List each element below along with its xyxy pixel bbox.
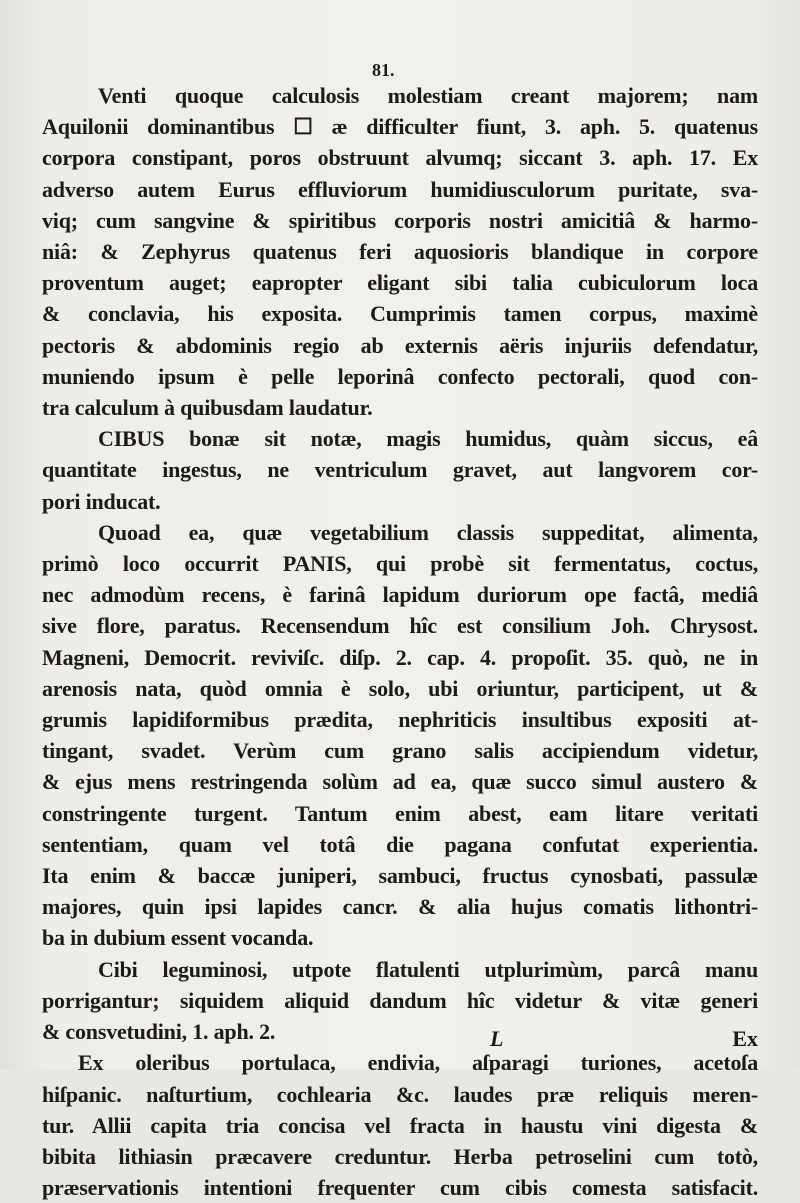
text-line: viq; cum sangvine & spiritibus corporis nostri amicitiâ & harmo- bbox=[42, 207, 758, 233]
text-line: Aquilonii dominantibus ☐ æ difficulter fiunt, 3. aph. 5. quatenus bbox=[42, 114, 758, 140]
text-line: constringente turgent. Tantum enim abest, eam litare veritati bbox=[42, 800, 758, 826]
text-line: sive flore, paratus. Recensendum hîc est consilium Joh. Chrysost. bbox=[42, 613, 758, 639]
text-line: CIBUS bonæ sit notæ, magis humidus, quàm siccus, eâ bbox=[98, 426, 758, 452]
text-line: muniendo ipsum è pelle leporinâ confecto pectorali, quod con- bbox=[42, 363, 758, 389]
text-line: nec admodùm recens, è farinâ lapidum duriorum ope factâ, mediâ bbox=[42, 582, 758, 608]
text-line: primò loco occurrit PANIS, qui probè sit fermentatus, coctus, bbox=[42, 551, 758, 577]
text-line: præservationis intentioni frequenter cum cibis comesta satisfacit. bbox=[42, 1175, 758, 1201]
text-line: & conclavia, his exposita. Cumprimis tamen corpus, maximè bbox=[42, 301, 758, 327]
text-line: & ejus mens restringenda solùm ad ea, quæ succo simul austero & bbox=[42, 769, 758, 795]
text-line: hiſpanic. naſturtium, cochlearia &c. laudes præ reliquis meren- bbox=[42, 1081, 758, 1107]
text-line: niâ: & Zephyrus quatenus feri aquosioris blandique in corpore bbox=[42, 239, 758, 265]
text-line: majores, quin ipsi lapides cancr. & alia hujus comatis lithontri- bbox=[42, 894, 758, 920]
text-line: Venti quoque calculosis molestiam creant majorem; nam bbox=[98, 83, 758, 108]
text-line: proventum auget; eapropter eligant sibi talia cubiculorum loca bbox=[42, 270, 758, 296]
text-line: adverso autem Eurus effluviorum humidiusculorum puritate, sva- bbox=[42, 176, 758, 202]
text-line: porrigantur; siquidem aliquid dandum hîc videtur & vitæ generi bbox=[42, 987, 758, 1013]
text-line: tingant, svadet. Verùm cum grano salis accipiendum videtur, bbox=[42, 738, 758, 764]
text-line: tur. Allii capita tria concisa vel fracta in haustu vini digesta & bbox=[42, 1112, 758, 1138]
text-line: corpora constipant, poros obstruunt alvumq; siccant 3. aph. 17. Ex bbox=[42, 145, 758, 171]
text-line: Magneni, Democrit. reviviſc. diſp. 2. cap. 4. propoſit. 35. quò, ne in bbox=[42, 644, 758, 670]
text-line: arenosis nata, quòd omnia è solo, ubi oriuntur, participent, ut & bbox=[42, 675, 758, 701]
text-line: bibita lithiasin præcavere creduntur. Herba petroselini cum totò, bbox=[42, 1143, 758, 1169]
signature-mark: L bbox=[490, 1026, 504, 1051]
text-line: pectoris & abdominis regio ab externis aëris injuriis defendatur, bbox=[42, 332, 758, 358]
text-line: Quoad ea, quæ vegetabilium classis suppeditat, alimenta, bbox=[98, 519, 758, 545]
catchword: Ex bbox=[732, 1026, 758, 1051]
text-line: ba in dubium essent vocanda. bbox=[42, 925, 314, 951]
text-line: sententiam, quam vel totâ die pagana confutat experientia. bbox=[42, 831, 758, 857]
text-line: tra calculum à quibusdam laudatur. bbox=[42, 395, 373, 421]
text-line: Ita enim & baccæ juniperi, sambuci, fructus cynosbati, passulæ bbox=[42, 863, 758, 889]
text-line: grumis lapidiformibus prædita, nephriticis insultibus expositi at- bbox=[42, 707, 758, 733]
text-line: Cibi leguminosi, utpote flatulenti utplurimùm, parcâ manu bbox=[98, 956, 758, 982]
text-line: pori inducat. bbox=[42, 488, 161, 514]
text-line: Ex oleribus portulaca, endivia, aſparagi turiones, acetoſa bbox=[78, 1050, 758, 1076]
page-footer bbox=[42, 1026, 758, 1058]
page-number: 81. bbox=[372, 60, 395, 80]
text-line: quantitate ingestus, ne ventriculum gravet, aut langvorem cor- bbox=[42, 457, 758, 483]
text-line: & consvetudini, 1. aph. 2. bbox=[42, 1019, 276, 1045]
